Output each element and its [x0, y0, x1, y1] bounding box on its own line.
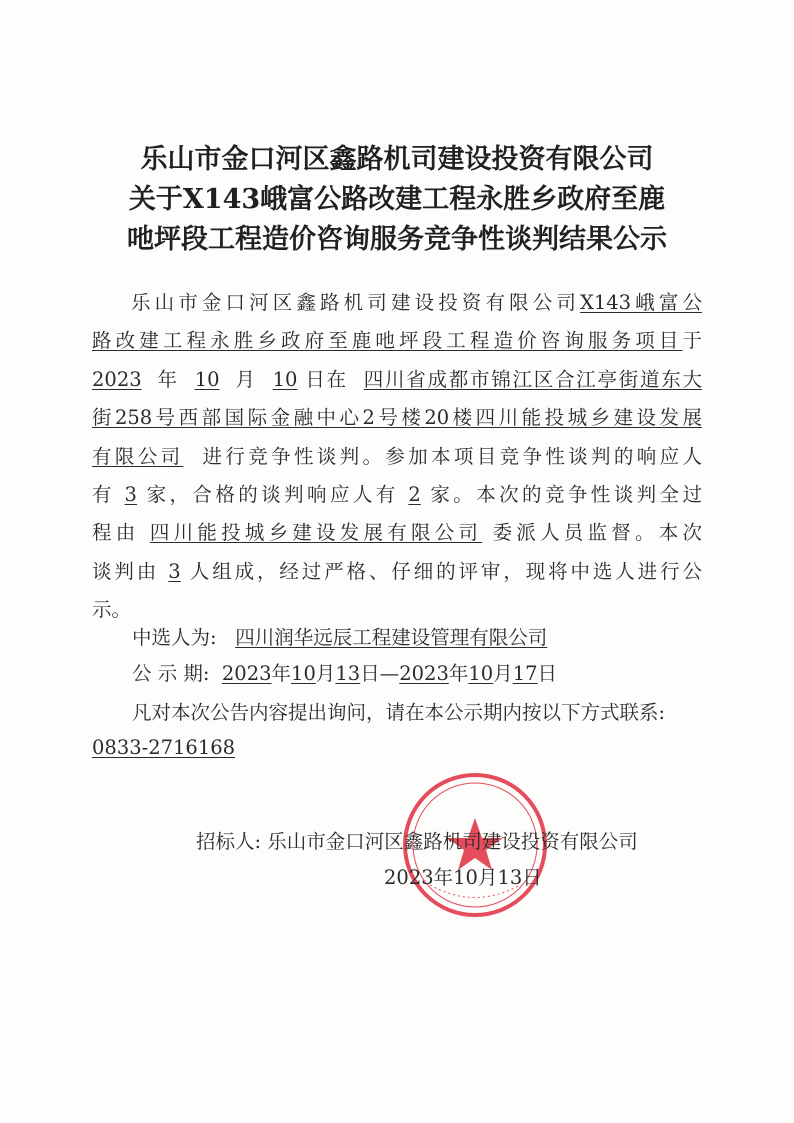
project-name-part-2: 路改建工程永胜乡政府至鹿吔坪段工程造价咨询服务项目 — [92, 329, 683, 353]
signer-row — [196, 826, 638, 854]
text-nian: 年 — [157, 367, 179, 391]
negotiation-place-part-3: 有限公司 — [92, 444, 184, 468]
supervisor-org: 四川能投城乡建设发展有限公司 — [149, 521, 483, 545]
text-line-6-mid: 家，合格的谈判响应人有 — [146, 482, 399, 506]
period-end-month: 10 — [468, 662, 494, 685]
text-cheng-you: 程由 — [92, 521, 140, 545]
winner-row — [132, 622, 560, 650]
para-line-2 — [92, 322, 702, 360]
company-name: 乐山市金口河区鑫路机司建设投资有限公司 — [131, 291, 580, 314]
period-label: 公 示 期: — [132, 662, 210, 685]
winner-name: 四川润华远辰工程建设管理有限公司 — [235, 626, 548, 649]
project-name-part-1: X143峨富公 — [579, 291, 702, 314]
panel-size: 3 — [168, 559, 181, 583]
phone-number: 0833-2716168 — [92, 736, 236, 759]
text-yue-2: 月 — [493, 662, 513, 685]
contact-phone — [92, 736, 235, 759]
text-nian-1: 年 — [271, 662, 292, 685]
signer-label: 招标人: — [196, 830, 262, 853]
qualified-count: 2 — [408, 482, 421, 506]
para-line-3 — [92, 361, 702, 399]
text-yue-1: 月 — [315, 662, 336, 685]
text-ri-end: 日 — [537, 662, 558, 685]
text-nian-2: 年 — [448, 662, 469, 685]
announcement-paragraph — [92, 284, 702, 630]
text-yue: 月 — [235, 367, 257, 391]
text-tanpan-you: 谈判由 — [92, 559, 160, 583]
document-title — [60, 140, 734, 260]
winner-label: 中选人为: — [132, 626, 217, 649]
period-start-month: 10 — [291, 662, 316, 685]
para-line-7 — [92, 514, 702, 552]
text-line-5: 进行竞争性谈判。参加本项目竞争性谈判的响应人 — [202, 444, 702, 468]
text-line-6-end: 家。本次的竞争性谈判全过 — [430, 482, 702, 506]
negotiation-year: 2023 — [92, 367, 142, 391]
para-line-6 — [92, 476, 702, 514]
negotiation-month: 10 — [194, 367, 220, 391]
text-line-8-end: 人组成，经过严格、仔细的评审，现将中选人进行公 — [189, 559, 702, 583]
period-row — [132, 658, 557, 686]
period-end-year: 2023 — [399, 662, 449, 685]
title-line-3: 吔坪段工程造价咨询服务竞争性谈判结果公示 — [127, 224, 667, 255]
text-ri-dash: 日— — [360, 662, 400, 685]
text-you: 有 — [92, 482, 115, 506]
text-ri-zai: 日在 — [305, 367, 348, 391]
signer-name: 乐山市金口河区鑫路机司建设投资有限公司 — [267, 830, 638, 853]
negotiation-place-part-2: 街258号西部国际金融中心2号楼20楼四川能投城乡建设发展 — [92, 406, 702, 430]
para-line-4 — [92, 399, 702, 437]
sign-date: 2023年10月13日 — [384, 866, 542, 889]
period-end-day: 17 — [512, 662, 538, 685]
respondent-count: 3 — [124, 482, 137, 506]
text-yu: 于 — [682, 329, 702, 353]
text-line-7-end: 委派人员监督。本次 — [492, 521, 702, 545]
para-line-9: 示。 — [92, 598, 132, 622]
period-start-year: 2023 — [221, 662, 272, 685]
negotiation-place-part-1: 四川省成都市锦江区合江亭街道东大 — [363, 367, 702, 391]
inquiry-text: 凡对本次公告内容提出询问，请在本公示期内按以下方式联系: — [132, 701, 666, 724]
negotiation-day: 10 — [272, 367, 298, 391]
title-line-2: 关于X143峨富公路改建工程永胜乡政府至鹿 — [128, 184, 666, 215]
para-line-5 — [92, 438, 702, 476]
title-line-1: 乐山市金口河区鑫路机司建设投资有限公司 — [140, 144, 654, 175]
para-line-8 — [92, 553, 702, 591]
period-start-day: 13 — [335, 662, 361, 685]
para-line-1 — [92, 284, 702, 322]
